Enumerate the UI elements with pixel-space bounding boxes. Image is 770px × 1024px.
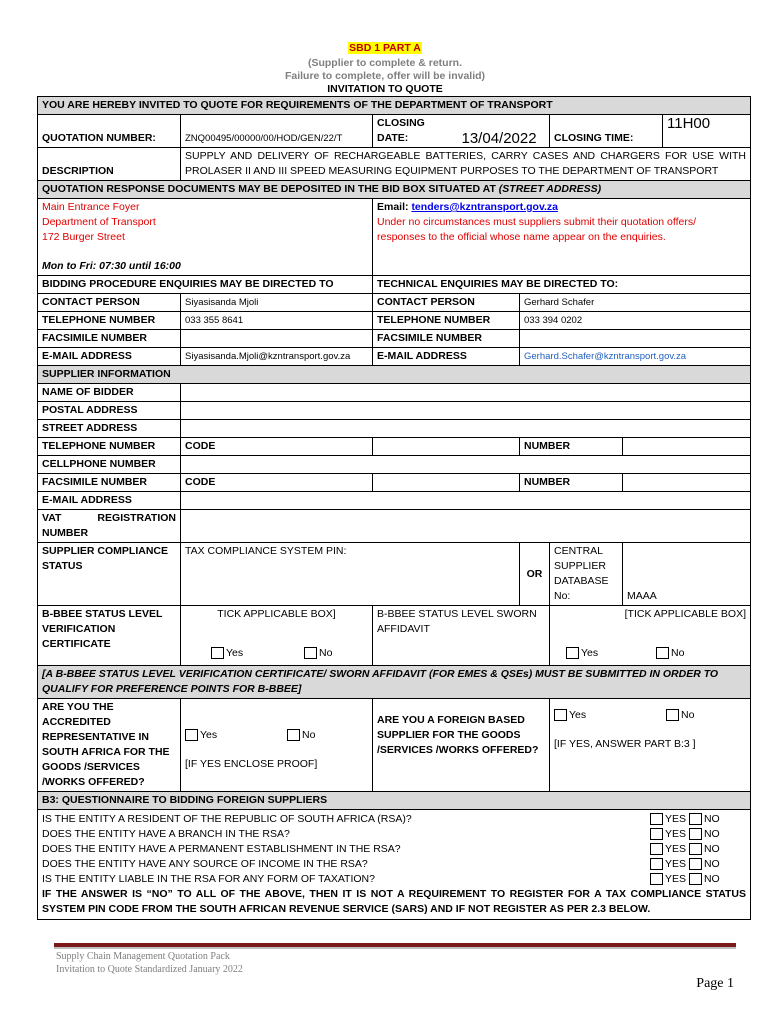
closing-date-value[interactable]: 13/04/2022 (458, 115, 550, 148)
csd-label: CENTRAL SUPPLIER DATABASE No: (550, 543, 623, 606)
address-line-2: Department of Transport (42, 216, 156, 228)
tech-contact-value: Gerhard Schafer (520, 294, 751, 312)
b3-questionnaire (38, 810, 751, 920)
q4-no-checkbox[interactable] (689, 858, 702, 870)
q2-yes-checkbox[interactable] (650, 828, 663, 840)
submission-warning: Under no circumstances must suppliers submit their quotation offers/ responses to the official whose name appear on the enquiries. (377, 216, 697, 243)
tech-fax-value[interactable] (520, 330, 751, 348)
sworn-no-label: No (670, 647, 685, 659)
cert-yes-label: Yes (226, 647, 244, 659)
tel-code-field[interactable] (373, 438, 520, 456)
closing-time-value[interactable]: 11H00 (663, 115, 751, 148)
bidding-email-value[interactable]: Siyasisanda.Mjoli@kzntransport.gov.za (181, 348, 373, 366)
q5-yes-checkbox[interactable] (650, 873, 663, 885)
sworn-yes-label: Yes (581, 647, 599, 659)
q5-yes-label: YES (665, 873, 687, 885)
street-address-label: STREET ADDRESS (38, 420, 181, 438)
quotation-number-label: QUOTATION NUMBER: (38, 115, 181, 148)
supplier-fax-label: FACSIMILE NUMBER (38, 474, 181, 492)
bidding-tel-label: TELEPHONE NUMBER (38, 312, 181, 330)
footer-line-1: Supply Chain Management Quotation Pack (56, 951, 230, 962)
cellphone-label: CELLPHONE NUMBER (38, 456, 181, 474)
address-line-3: 172 Burger Street (42, 231, 125, 243)
tech-email-value[interactable]: Gerhard.Schafer@kzntransport.gov.za (520, 348, 751, 366)
page-title: INVITATION TO QUOTE (327, 83, 443, 95)
description-value[interactable]: SUPPLY AND DELIVERY OF RECHARGEABLE BATTERIES, CARRY CASES AND CHARGERS FOR USE WITH PROLASER II AND III SPEED MEASURING EQUIPMENT PURPOSES TO THE DEPARTMENT OF TRANSPORT (181, 148, 751, 181)
form-id: SBD 1 PART A (349, 42, 421, 54)
tech-tel-value: 033 394 0202 (520, 312, 751, 330)
technical-enquiries-heading: TECHNICAL ENQUIRIES MAY BE DIRECTED TO: (373, 276, 751, 294)
description-label: DESCRIPTION (38, 148, 181, 181)
accredited-yes-label: Yes (200, 729, 218, 741)
cellphone-field[interactable] (181, 456, 751, 474)
foreign-yes-checkbox[interactable] (554, 709, 567, 721)
accredited-rep-question: ARE YOU THE ACCREDITED REPRESENTATIVE IN SOUTH AFRICA FOR THE GOODS /SERVICES /WORKS OFFERED? (38, 699, 181, 792)
accredited-no-checkbox[interactable] (287, 729, 300, 741)
bbbee-certificate-options (181, 606, 373, 666)
compliance-status-label: SUPPLIER COMPLIANCE STATUS (38, 543, 181, 606)
enclose-proof-note: [IF YES ENCLOSE PROOF] (185, 758, 318, 770)
bidding-contact-value: Siyasisanda Mjoli (181, 294, 373, 312)
bbbee-sworn-label: B-BBEE STATUS LEVEL SWORN AFFIDAVIT (373, 606, 550, 666)
b3-question-2: DOES THE ENTITY HAVE A BRANCH IN THE RSA? (42, 828, 290, 840)
b3-question-5: IS THE ENTITY LIABLE IN THE RSA FOR ANY FORM OF TAXATION? (42, 873, 375, 885)
postal-address-label: POSTAL ADDRESS (38, 402, 181, 420)
accredited-no-label: No (301, 729, 316, 741)
q3-yes-checkbox[interactable] (650, 843, 663, 855)
supplier-email-label: E-MAIL ADDRESS (38, 492, 181, 510)
bbbee-notice: [A B-BBEE STATUS LEVEL VERIFICATION CERTIFICATE/ SWORN AFFIDAVIT (FOR EMES & QSEs) MUST BE SUBMITTED IN ORDER TO QUALIFY FOR PREFERENCE POINTS FOR B-BBEE] (38, 666, 751, 699)
q5-no-label: NO (703, 873, 720, 885)
q1-no-label: NO (703, 813, 720, 825)
quotation-number-value[interactable]: ZNQ00495/00000/00/HOD/GEN/22/T (181, 115, 373, 148)
vat-field[interactable] (181, 510, 751, 543)
bidding-fax-label: FACSIMILE NUMBER (38, 330, 181, 348)
tick-box-note-2: [TICK APPLICABLE BOX] (624, 608, 747, 620)
tel-number-label: NUMBER (520, 438, 623, 456)
fax-number-label: NUMBER (520, 474, 623, 492)
invite-heading: YOU ARE HEREBY INVITED TO QUOTE FOR REQUIREMENTS OF THE DEPARTMENT OF TRANSPORT (38, 97, 751, 115)
tax-pin-label: TAX COMPLIANCE SYSTEM PIN: (181, 543, 458, 606)
bid-box-address (38, 199, 373, 276)
foreign-yes-label: Yes (569, 709, 587, 721)
closing-time-label: CLOSING TIME: (550, 115, 663, 148)
answer-part-b3-note: [IF YES, ANSWER PART B:3 ] (554, 738, 696, 750)
tel-number-field[interactable] (623, 438, 751, 456)
foreign-supplier-options (550, 699, 751, 792)
footer-divider (54, 943, 736, 949)
supplier-tel-label: TELEPHONE NUMBER (38, 438, 181, 456)
tech-contact-label: CONTACT PERSON (373, 294, 520, 312)
bidding-tel-value: 033 355 8641 (181, 312, 373, 330)
fax-code-label: CODE (181, 474, 373, 492)
fax-number-field[interactable] (623, 474, 751, 492)
q2-no-label: NO (703, 828, 720, 840)
supplier-info-heading: SUPPLIER INFORMATION (38, 366, 751, 384)
q2-no-checkbox[interactable] (689, 828, 702, 840)
bidding-email-label: E-MAIL ADDRESS (38, 348, 181, 366)
tick-box-note-1: TICK APPLICABLE BOX] (217, 608, 336, 620)
q4-no-label: NO (703, 858, 720, 870)
opening-hours: Mon to Fri: 07:30 until 16:00 (42, 260, 181, 272)
foreign-no-checkbox[interactable] (666, 709, 679, 721)
b3-footer-note: IF THE ANSWER IS “NO” TO ALL OF THE ABOVE, THEN IT IS NOT A REQUIREMENT TO REGISTER FOR A TAX COMPLIANCE STATUS SYSTEM PIN CODE FROM THE SOUTH AFRICAN REVENUE SERVICE (SARS) AND IF NOT REGISTER AS PER 2.3 BELOW. (42, 888, 747, 915)
tel-code-label: CODE (181, 438, 373, 456)
cert-yes-checkbox[interactable] (211, 647, 224, 659)
b3-question-1: IS THE ENTITY A RESIDENT OF THE REPUBLIC OF SOUTH AFRICA (RSA)? (42, 813, 412, 825)
tenders-email-link[interactable]: tenders@kzntransport.gov.za (411, 201, 559, 213)
quotation-form (37, 96, 751, 920)
b3-question-3: DOES THE ENTITY HAVE A PERMANENT ESTABLISHMENT IN THE RSA? (42, 843, 401, 855)
bidding-enquiries-heading: BIDDING PROCEDURE ENQUIRIES MAY BE DIRECTED TO (38, 276, 373, 294)
bidding-fax-value[interactable] (181, 330, 373, 348)
bidder-name-label: NAME OF BIDDER (38, 384, 181, 402)
email-submission (373, 199, 751, 276)
bidder-name-field[interactable] (181, 384, 751, 402)
q4-yes-checkbox[interactable] (650, 858, 663, 870)
closing-date-label: CLOSING DATE: (373, 115, 458, 148)
q3-no-checkbox[interactable] (689, 843, 702, 855)
cert-no-label: No (318, 647, 333, 659)
postal-address-field[interactable] (181, 402, 751, 420)
foreign-supplier-question: ARE YOU A FOREIGN BASED SUPPLIER FOR THE GOODS /SERVICES /WORKS OFFERED? (373, 699, 550, 792)
tax-pin-field[interactable] (458, 543, 520, 606)
supplier-email-field[interactable] (181, 492, 751, 510)
q4-yes-label: YES (665, 858, 687, 870)
q5-no-checkbox[interactable] (689, 873, 702, 885)
bbbee-certificate-label: B-BBEE STATUS LEVEL VERIFICATION CERTIFICATE (38, 606, 181, 666)
address-line-1: Main Entrance Foyer (42, 201, 140, 213)
tech-email-label: E-MAIL ADDRESS (373, 348, 520, 366)
csd-number-field[interactable] (623, 543, 751, 606)
accredited-yes-checkbox[interactable] (185, 729, 198, 741)
bidding-contact-label: CONTACT PERSON (38, 294, 181, 312)
maaa-prefix: MAAA (627, 590, 657, 602)
accredited-rep-options (181, 699, 373, 792)
sworn-yes-checkbox[interactable] (566, 647, 579, 659)
q3-yes-label: YES (665, 843, 687, 855)
footer-line-2: Invitation to Quote Standardized January 2022 (56, 964, 243, 975)
cert-no-checkbox[interactable] (304, 647, 317, 659)
subtitle-1: (Supplier to complete & return. (307, 57, 462, 69)
q2-yes-label: YES (665, 828, 687, 840)
q1-no-checkbox[interactable] (689, 813, 702, 825)
email-label: Email: (377, 201, 409, 213)
deposit-heading: QUOTATION RESPONSE DOCUMENTS MAY BE DEPOSITED IN THE BID BOX SITUATED AT (STREET ADDRESS) (38, 181, 751, 199)
b3-question-4: DOES THE ENTITY HAVE ANY SOURCE OF INCOME IN THE RSA? (42, 858, 368, 870)
subtitle-2: Failure to complete, offer will be invalid) (284, 70, 486, 82)
street-address-field[interactable] (181, 420, 751, 438)
q3-no-label: NO (703, 843, 720, 855)
or-label: OR (520, 543, 550, 606)
tech-tel-label: TELEPHONE NUMBER (373, 312, 520, 330)
foreign-no-label: No (680, 709, 695, 721)
b3-heading: B3: QUESTIONNAIRE TO BIDDING FOREIGN SUPPLIERS (38, 792, 751, 810)
q1-yes-label: YES (665, 813, 687, 825)
fax-code-field[interactable] (373, 474, 520, 492)
vat-label: VAT REGISTRATION NUMBER (38, 510, 181, 543)
page-number: Page 1 (696, 976, 734, 991)
bbbee-sworn-options (550, 606, 751, 666)
q1-yes-checkbox[interactable] (650, 813, 663, 825)
tech-fax-label: FACSIMILE NUMBER (373, 330, 520, 348)
sworn-no-checkbox[interactable] (656, 647, 669, 659)
